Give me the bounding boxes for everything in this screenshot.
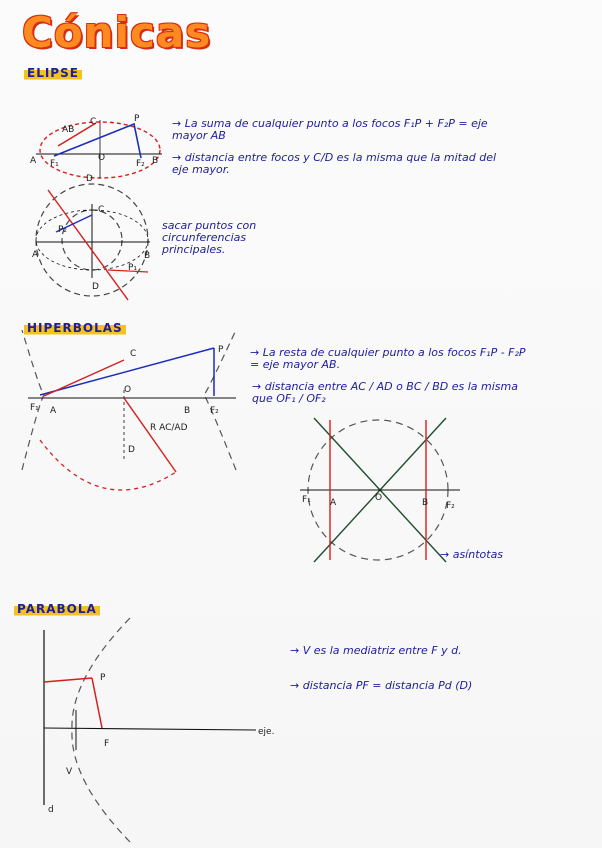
ellipse1-label-P: P — [134, 114, 140, 124]
par-label-F: F — [104, 739, 110, 749]
ellipse1-label-B: B — [152, 156, 159, 166]
ellipse1-label-F2: F₂ — [136, 159, 145, 169]
hyp-label-D: D — [128, 445, 135, 455]
ellipse1-label-O: O — [98, 153, 106, 163]
asym-label-F1: F₁ — [302, 495, 311, 505]
ellipse2-label-D: D — [92, 282, 99, 292]
par-label-V: V — [66, 767, 73, 777]
par-label-P: P — [100, 673, 106, 683]
par-label-axis: eje. — [258, 727, 275, 737]
ellipse2-label-A: A — [32, 250, 39, 260]
hyp-arc-label: R AC/AD — [150, 423, 188, 433]
ellipse1-label-A: A — [30, 156, 37, 166]
ellipse2-label-P1: P₁ — [128, 263, 138, 273]
ellipse-note-distance: → distancia entre focos y C/D es la misma que la mitad del eje mayor. — [172, 151, 497, 176]
parabola-diagram — [44, 618, 274, 842]
parabola-note-distance: → distancia PF = distancia Pd (D) — [290, 679, 473, 692]
section-hyperbola-heading: HIPERBOLAS — [24, 321, 126, 335]
ellipse1-label-D: D — [86, 174, 93, 184]
hyp-label-A: A — [50, 406, 57, 416]
ellipse-diagram-1 — [30, 114, 162, 184]
ellipse1-label-C: C — [90, 117, 97, 127]
asymptotes-label: → asíntotas — [440, 548, 504, 561]
hyp-label-P: P — [218, 345, 224, 355]
ellipse1-label-AB: AB — [62, 125, 75, 135]
ellipse-diagram-2 — [32, 184, 150, 300]
hyperbola-note-distance: → distancia entre AC / AD o BC / BD es la misma que OF₁ / OF₂ — [252, 380, 518, 405]
section-ellipse-heading: ELIPSE — [24, 66, 82, 80]
hyperbola-note-difference: → La resta de cualquier punto a los focos F₁P - F₂P = eje mayor AB. — [250, 346, 526, 371]
parabola-note-mediatrix: → V es la mediatriz entre F y d. — [290, 644, 462, 657]
ellipse1-label-F1: F₁ — [50, 159, 59, 169]
ellipse2-label-B: B — [144, 251, 151, 261]
ellipse2-label-C: C — [98, 205, 105, 215]
hyp-label-F1: F₁ — [30, 403, 39, 413]
hyp-label-B: B — [184, 406, 191, 416]
ellipse-note-sum: → La suma de cualquier punto a los focos F₁P + F₂P = eje mayor AB — [172, 117, 488, 142]
ellipse2-label-P2: P₂ — [58, 225, 68, 235]
asym-label-B: B — [422, 498, 429, 508]
asym-label-O: O — [375, 493, 383, 503]
section-parabola-heading: PARABOLA — [14, 602, 100, 616]
ellipse-note-circles: sacar puntos con circunferencias principales. — [162, 219, 257, 256]
page-title: Cónicas — [22, 8, 212, 57]
hyp-label-F2: F₂ — [210, 406, 219, 416]
asym-label-A: A — [330, 498, 337, 508]
par-label-d: d — [48, 805, 54, 815]
hyp-label-C: C — [130, 349, 137, 359]
asym-label-F2: F₂ — [446, 501, 455, 511]
hyperbola-diagram — [22, 330, 460, 562]
hyp-label-O: O — [124, 385, 132, 395]
